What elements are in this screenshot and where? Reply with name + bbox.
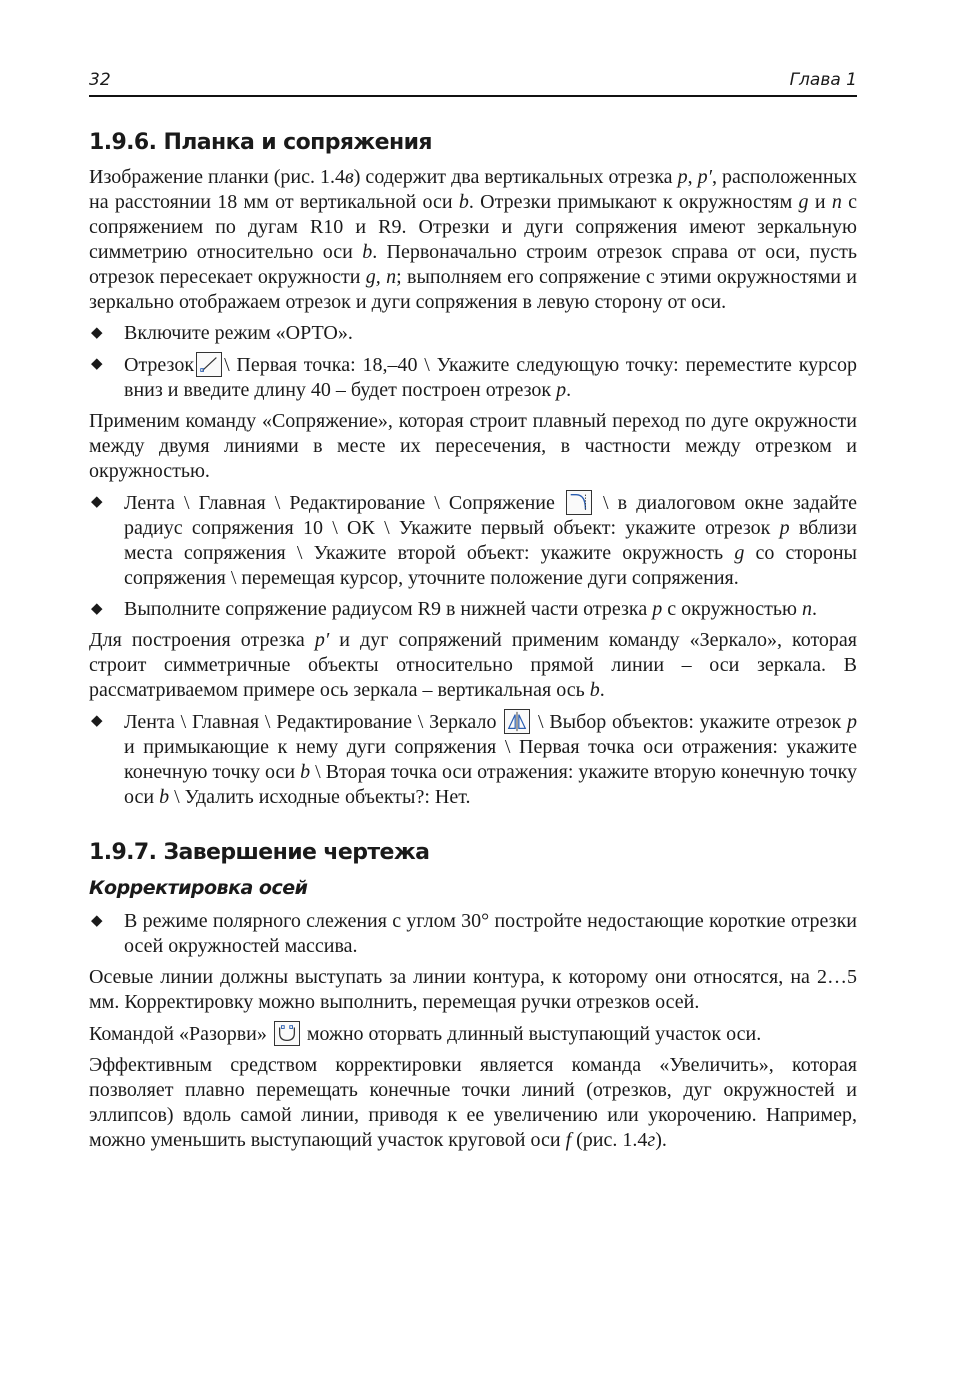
text-run: Лента \ Главная \ Редактирование \ Сопряжение: [124, 492, 564, 514]
italic-symbol: b: [300, 761, 311, 783]
italic-symbol: p: [556, 379, 567, 401]
text-run: и примыкающие к нему дуги сопряжения \ Первая точка оси отражения: укажите конечную точку оси: [124, 736, 857, 783]
running-header: [89, 66, 857, 97]
text-run: можно оторвать длинный выступающий участок оси.: [301, 1023, 762, 1045]
text-run: и дуг сопряжений применим команду «Зеркало», которая строит симметричные объекты относительно прямой линии – оси зеркала. В рассматриваемом примере ось зеркала – вертикальная ось: [89, 629, 857, 701]
italic-symbol: в: [345, 166, 354, 188]
bullet-diamond-icon: ◆: [91, 601, 103, 617]
bullet-item: [89, 909, 857, 959]
text-run: вблизи места сопряжения \ Укажите второй объект: укажите окружность: [124, 517, 857, 564]
text-run: с сопряжением по дугам R10 и R9. Отрезки и дуги сопряжения имеют зеркальную симметрию относительно оси: [89, 191, 858, 263]
text-run: со стороны сопряжения \ перемещая курсор, уточните положение дуги сопряжения.: [124, 542, 857, 589]
text-run: и: [808, 191, 832, 213]
text-run: Лента \ Главная \ Редактирование \ Зеркало: [124, 711, 503, 733]
text-run: \ в диалоговом окне задайте радиус сопряжения 10 \ ОК \ Укажите первый объект: укажите отрезок: [124, 492, 857, 539]
text-run: ) содержит два вертикальных отрезка: [353, 166, 678, 188]
text-run: . Отрезки примыкают к окружностям: [468, 191, 799, 213]
italic-symbol: b: [458, 191, 469, 213]
bullet-item: [89, 352, 857, 403]
bullet-item: [89, 709, 857, 810]
italic-symbol: p: [847, 711, 857, 733]
text-run: Изображение планки (рис. 1.4: [89, 166, 346, 188]
chapter-label: Глава 1: [789, 70, 857, 90]
text-run: , расположенных на расстоянии 18 мм от вертикальной оси: [89, 166, 857, 213]
italic-symbol: b: [159, 786, 170, 808]
text-run: \ Удалить исходные объекты?: Нет.: [169, 786, 471, 808]
book-page: [89, 66, 857, 1153]
text-run: ; выполняем его сопряжение с этими окружностями и зеркально отображаем отрезок и дуги сопряжения в левую сторону от оси.: [89, 266, 858, 313]
italic-symbol: b: [362, 241, 373, 263]
paragraph: [89, 965, 857, 1015]
bullet-diamond-icon: ◆: [91, 494, 103, 510]
bullet-item: [89, 321, 857, 346]
section-heading-1-9-6: 1.9.6. Планка и сопряжения: [89, 130, 432, 155]
text-run: с окружностью: [662, 598, 802, 620]
bullet-diamond-icon: ◆: [91, 325, 103, 341]
text-run: Командой «Разорви»: [89, 1023, 272, 1045]
paragraph: [89, 165, 857, 315]
text-run: (рис. 1.4: [571, 1129, 648, 1151]
italic-symbol: p′: [697, 166, 712, 188]
text-run: \ Первая точка: 18,–40 \ Укажите следующую точку: переместите курсор вниз и введите длину 40 – будет построен отрезок: [124, 354, 857, 401]
text-run: Применим команду «Сопряжение», которая строит плавный переход по дуге окружности между двумя линиями в месте их пересечения, в частности между отрезком и окружностью.: [89, 410, 857, 482]
break-icon: [274, 1021, 300, 1046]
italic-symbol: g: [798, 191, 809, 213]
italic-symbol: г: [647, 1129, 656, 1151]
text-run: Осевые линии должны выступать за линии контура, к которому они относятся, на 2…5 мм. Корректировку можно выполнить, перемещая ручки отрезков осей.: [89, 966, 857, 1013]
paragraph: [89, 409, 857, 484]
subheading-axis-correction: Корректировка осей: [89, 877, 308, 899]
paragraph: [89, 628, 857, 703]
bullet-diamond-icon: ◆: [91, 713, 103, 729]
italic-symbol: p′: [314, 629, 330, 651]
paragraph: [89, 1021, 857, 1047]
italic-symbol: b: [589, 679, 600, 701]
italic-symbol: g: [734, 542, 745, 564]
text-run: .: [599, 679, 605, 701]
text-run: \ Вторая точка оси отражения: укажите вторую конечную точку оси: [124, 761, 857, 808]
text-run: Выполните сопряжение радиусом R9 в нижней части отрезка: [124, 598, 653, 620]
text-run: . Первоначально строим отрезок справа от оси, пусть отрезок пересекает окружности: [89, 241, 857, 288]
text-run: ,: [687, 166, 698, 188]
text-run: Эффективным средством корректировки является команда «Увеличить», которая позволяет плавно перемещать конечные точки линий (отрезков, дуг окружностей и эллипсов) вдоль самой линии, приводя к ее увеличению или укорочению. Например, можно уменьшить выступающий участок круговой оси: [89, 1054, 857, 1151]
paragraph: [89, 1053, 857, 1153]
italic-symbol: n: [801, 598, 812, 620]
bullet-diamond-icon: ◆: [91, 913, 103, 929]
text-run: Для построения отрезка: [89, 629, 315, 651]
text-run: ).: [655, 1129, 667, 1151]
text-run: Отрезок: [124, 354, 195, 376]
text-run: \ Выбор объектов: укажите отрезок: [532, 711, 847, 733]
italic-symbol: p: [652, 598, 663, 620]
bullet-item: [89, 597, 857, 622]
italic-symbol: f: [565, 1129, 572, 1151]
bullet-item: [89, 490, 857, 591]
fillet-icon: [566, 490, 592, 515]
section-heading-1-9-7: 1.9.7. Завершение чертежа: [89, 840, 430, 865]
text-run: .: [566, 379, 572, 401]
mirror-icon: [504, 709, 530, 734]
text-run: В режиме полярного слежения с углом 30° постройте недостающие короткие отрезки осей окружностей массива.: [124, 910, 857, 957]
italic-symbol: p: [677, 166, 688, 188]
text-run: Включите режим «ОРТО».: [124, 322, 353, 344]
italic-symbol: g, n: [365, 266, 397, 288]
line-icon: [196, 352, 222, 377]
bullet-diamond-icon: ◆: [91, 356, 103, 372]
italic-symbol: p: [779, 517, 790, 539]
page-number: 32: [89, 70, 111, 90]
text-run: .: [811, 598, 817, 620]
italic-symbol: n: [831, 191, 842, 213]
